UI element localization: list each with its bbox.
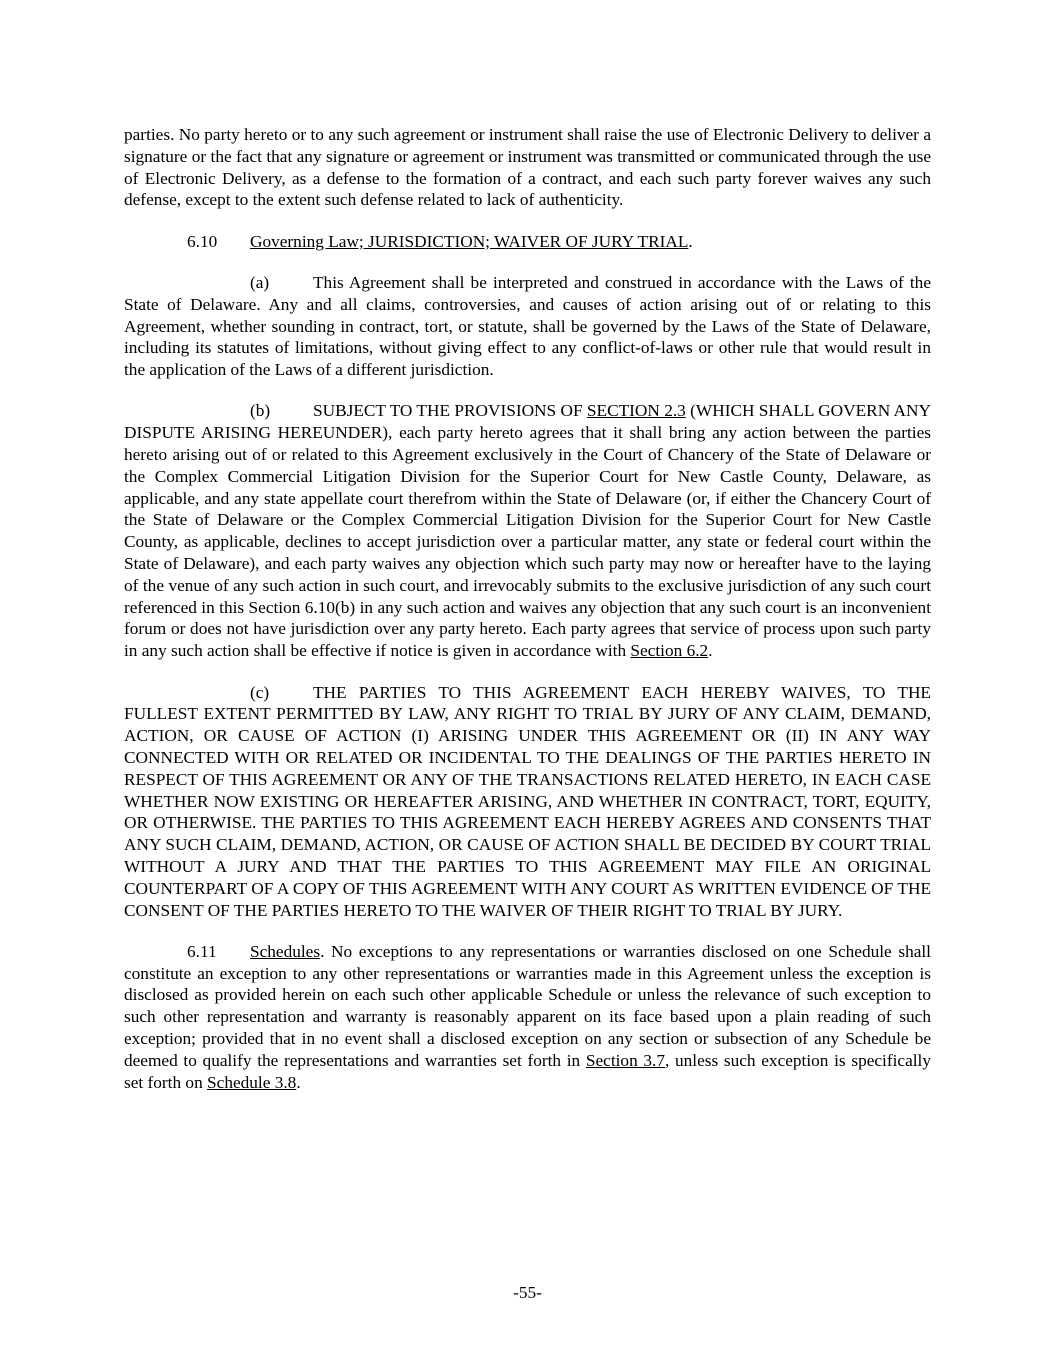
paragraph-text: This Agreement shall be interpreted and construed in accordance with the Laws of the State of Delaware. Any and all claims, controversies, and causes of action arising out of or relating to this Agreement, whether sounding in contract, tort, or statute, shall be governed by the Laws of the State of Delaware, including its statutes of limitations, without giving effect to any conflict-of-laws or other rule that would result in the application of the Laws of a different jurisdiction.	[124, 272, 931, 380]
paragraph-text: .	[296, 1072, 301, 1092]
paragraph-text: SUBJECT TO THE PROVISIONS OF	[313, 401, 587, 421]
cross-reference-section-3-7: Section 3.7	[585, 1050, 665, 1070]
document-page	[124, 124, 931, 1113]
paragraph-label: (a)	[250, 272, 270, 292]
paragraph-text: (WHICH SHALL GOVERN ANY DISPUTE ARISING HEREUNDER), each party hereto agrees that it shall bring any action between the parties hereto arising out of or related to this Agreement exclusively in the Court of Chancery of the State of Delaware or the Complex Commercial Litigation Division for the Superior Court for New Castle County, Delaware, as applicable, and any state appellate court therefrom within the State of Delaware (or, if either the Chancery Court of the State of Delaware or the Complex Commercial Litigation Division for the Superior Court for New Castle County, as applicable, declines to accept jurisdiction over a particular matter, any state or federal court within the State of Delaware), and each party waives any objection which such party may now or hereafter have to the laying of the venue of any such action in such court, and irrevocably submits to the exclusive jurisdiction of any such court referenced in this Section 6.10(b) in any such action and waives any objection that any such court is an inconvenient forum or does not have jurisdiction over any party hereto. Each party agrees that service of process upon such party in any such action shall be effective if notice is given in accordance with	[124, 401, 932, 661]
section-6-11	[124, 941, 931, 1094]
paragraph-label: (c)	[250, 682, 270, 702]
paragraph-text: . No exceptions to any representations or warranties disclosed on one Schedule shall constitute an exception to any other representations or warranties made in this Agreement unless the exception is disclosed as provided herein on each such other applicable Schedule or unless the relevance of such exception to such other representation and warranty is reasonably apparent on its face based upon a plain reading of such exception; provided that in no event shall a disclosed exception on any section or subsection of any Schedule be deemed to qualify the representations and warranties set forth in	[124, 941, 931, 1070]
cross-reference-section-6-2: Section 6.2	[630, 641, 709, 661]
paragraph-text: , unless such exception is specifically set forth on	[124, 1050, 931, 1092]
paragraph-text: THE PARTIES TO THIS AGREEMENT EACH HEREBY WAIVES, TO THE FULLEST EXTENT PERMITTED BY LAW, ANY RIGHT TO TRIAL BY JURY OF ANY CLAIM, DEMAND, ACTION, OR CAUSE OF ACTION (I) ARISING UNDER THIS AGREEMENT OR (II) IN ANY WAY CONNECTED WITH OR RELATED OR INCIDENTAL TO THE DEALINGS OF THE PARTIES HERETO IN RESPECT OF THIS AGREEMENT OR ANY OF THE TRANSACTIONS RELATED HERETO, IN EACH CASE WHETHER NOW EXISTING OR HEREAFTER ARISING, AND WHETHER IN CONTRACT, TORT, EQUITY, OR OTHERWISE. THE PARTIES TO THIS AGREEMENT EACH HEREBY AGREES AND CONSENTS THAT ANY SUCH CLAIM, DEMAND, ACTION, OR CAUSE OF ACTION SHALL BE DECIDED BY COURT TRIAL WITHOUT A JURY AND THAT THE PARTIES TO THIS AGREEMENT MAY FILE AN ORIGINAL COUNTERPART OF A COPY OF THIS AGREEMENT WITH ANY COURT AS WRITTEN EVIDENCE OF THE CONSENT OF THE PARTIES HERETO TO THE WAIVER OF THEIR RIGHT TO TRIAL BY JURY.	[124, 682, 931, 920]
section-title: Schedules	[250, 941, 321, 961]
section-number: 6.10	[187, 231, 218, 251]
section-title: Governing Law; JURISDICTION; WAIVER OF JURY TRIAL	[250, 231, 689, 251]
paragraph-c	[124, 682, 931, 922]
cross-reference-section-2-3: SECTION 2.3	[586, 401, 686, 421]
page-number: -55-	[513, 1283, 542, 1302]
section-number: 6.11	[187, 941, 217, 961]
cross-reference-schedule-3-8: Schedule 3.8	[207, 1072, 297, 1092]
section-6-10-heading	[124, 231, 931, 253]
continuation-paragraph: parties. No party hereto or to any such agreement or instrument shall raise the use of Electronic Delivery to deliver a signature or the fact that any signature or agreement or instrument was transmitted or communicated through the use of Electronic Delivery, as a defense to the formation of a contract, and each such party forever waives any such defense, except to the extent such defense related to lack of authenticity.	[124, 125, 931, 210]
paragraph-text: .	[708, 641, 713, 661]
paragraph-b	[124, 400, 931, 662]
paragraph-a	[124, 272, 931, 381]
paragraph-label: (b)	[250, 401, 271, 421]
title-period: .	[688, 231, 693, 251]
